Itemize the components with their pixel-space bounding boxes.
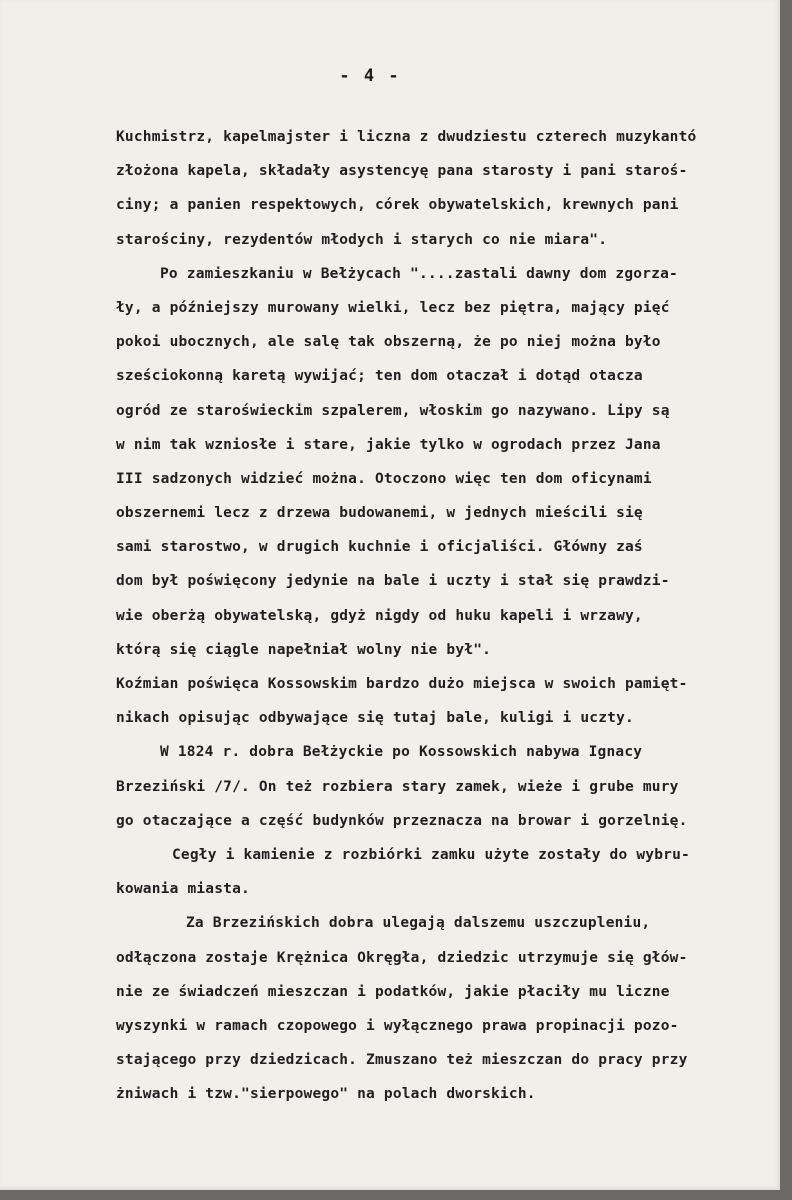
text-line: stającego przy dziedzicach. Zmuszano też mieszczan do pracy przy [116,1052,688,1069]
text-line: nie ze świadczeń mieszczan i podatków, jakie płaciły mu liczne [116,983,670,1000]
text-line: Koźmian poświęca Kossowskim bardzo dużo miejsca w swoich pamięt- [116,676,688,692]
text-line: Kuchmistrz, kapelmajster i liczna z dwudziestu czterech muzykantó [116,129,697,145]
text-line: kowania miasta. [116,881,250,898]
text-line: W 1824 r. dobra Bełżyckie po Kossowskich nabywa Ignacy [160,744,643,761]
text-line: wie oberżą obywatelską, gdyż nigdy od huku kapeli i wrzawy, [116,607,643,624]
text-line: sami starostwo, w drugich kuchnie i oficjaliści. Główny zaś [116,539,643,556]
text-line: nikach opisując odbywające się tutaj bale, kuligi i uczty. [116,710,634,727]
text-line: Po zamieszkaniu w Bełżycach "....zastali dawny dom zgorza- [160,265,678,282]
text-line: III sadzonych widzieć można. Otoczono więc ten dom oficynami [116,470,652,487]
text-line: w nim tak wzniosłe i stare, jakie tylko w ogrodach przez Jana [116,436,661,453]
text-line: ciny; a panien respektowych, córek obywatelskich, krewnych pani [116,197,679,214]
text-line: Za Brzezińskich dobra ulegają dalszemu uszczupleniu, [186,915,651,932]
text-line: którą się ciągle napełniał wolny nie był". [116,641,492,658]
text-line: sześciokonną karetą wywijać; ten dom otaczał i dotąd otacza [116,368,643,385]
text-line: pokoi ubocznych, ale salę tak obszerną, że po niej można było [116,334,661,351]
text-line: wyszynki w ramach czopowego i wyłącznego prawa propinacji pozo- [116,1017,679,1034]
text-line: go otaczające a część budynków przeznacza na browar i gorzelnię. [116,812,688,829]
text-line: Cegły i kamienie z rozbiórki zamku użyte zostały do wybru- [172,846,690,863]
page-number: - 4 - [339,66,401,86]
text-line: odłączona zostaje Krężnica Okręgła, dziedzic utrzymuje się głów- [116,949,688,966]
text-line: ły, a późniejszy murowany wielki, lecz bez piętra, mający pięć [116,299,670,316]
text-line: Brzeziński /7/. On też rozbiera stary zamek, wieże i grube mury [116,778,679,795]
text-line: ogród ze staroświeckim szpalerem, włoskim go nazywano. Lipy są [116,402,670,419]
text-line: starościny, rezydentów młodych i starych co nie miara". [116,231,608,248]
text-line: żniwach i tzw."sierpowego" na polach dworskich. [116,1086,536,1103]
text-line: dom był poświęcony jedynie na bale i uczty i stał się prawdzi- [116,573,670,590]
text-line: złożona kapela, składały asystencyę pana starosty i pani staroś- [116,163,688,180]
body-text [116,120,788,1111]
text-line: obszernemi lecz z drzewa budowanemi, w jednych mieścili się [116,505,643,522]
